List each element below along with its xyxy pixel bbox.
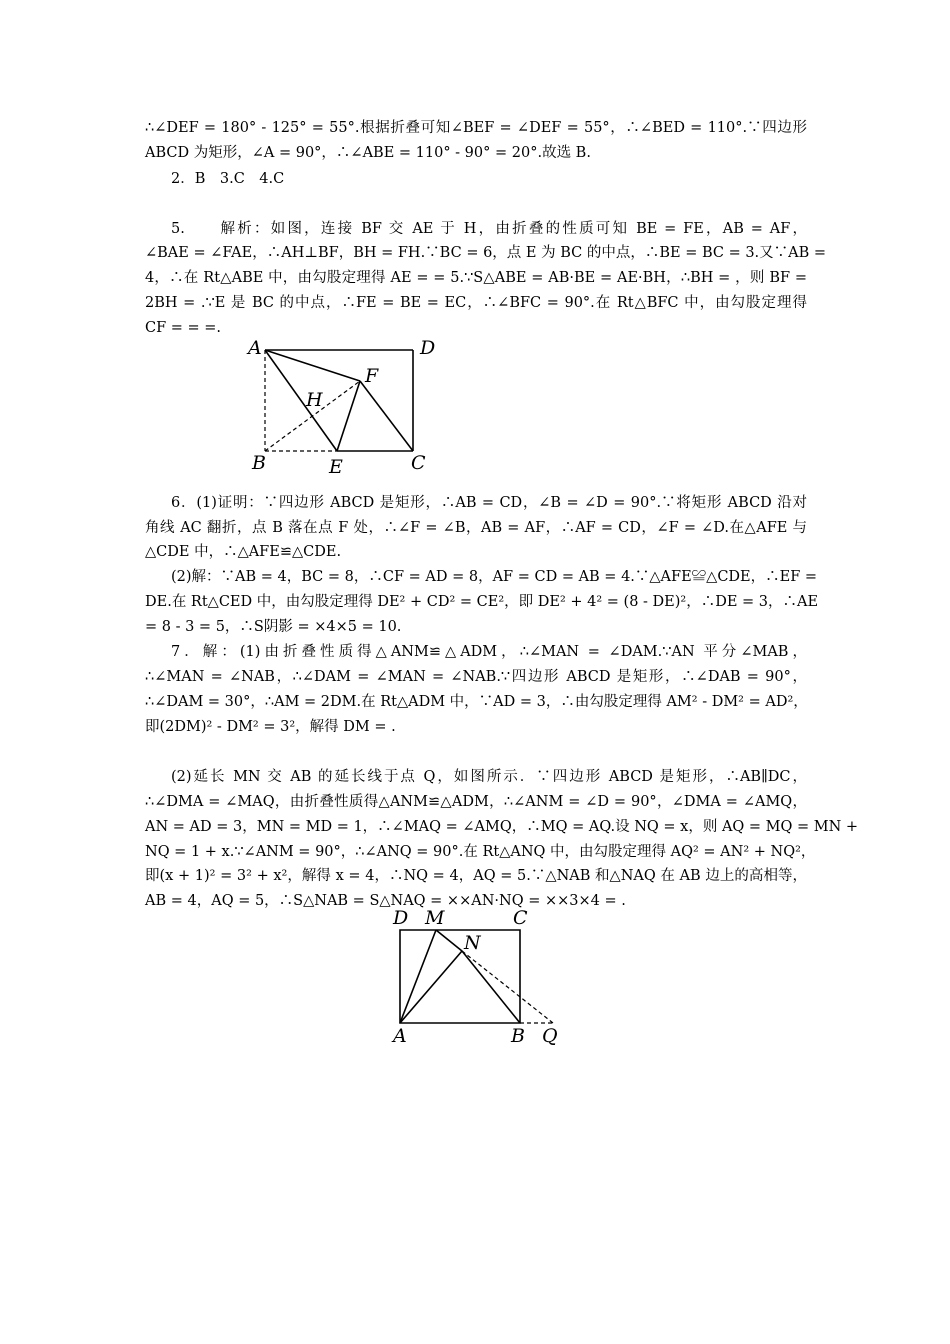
segment-nb — [462, 951, 520, 1023]
figure-rectangle-abcd-fold — [240, 335, 450, 480]
segment-am — [400, 930, 436, 1023]
label-q: Q — [542, 1025, 558, 1047]
q7-line-9: 即(x + 1)² = 3² + x²，解得 x = 4，∴NQ = 4，AQ = 5.∵△NAB 和△NAQ 在 AB 边上的高相等， — [145, 868, 807, 884]
q5-line-4: 2BH = .∵E 是 BC 的中点，∴FE = BE = EC，∴∠BFC = 90°.在 Rt△BFC 中，由勾股定理得 — [145, 295, 807, 311]
label-h: H — [306, 389, 323, 411]
label-b: B — [511, 1025, 525, 1047]
segment-an — [400, 951, 462, 1023]
label-c: C — [513, 907, 528, 929]
q6-line-6: = 8 - 3 = 5，∴S阴影 = ×4×5 = 10. — [145, 619, 402, 635]
label-f: F — [365, 365, 379, 387]
label-n: N — [464, 932, 481, 954]
segment-af — [265, 350, 360, 381]
segment-fe — [337, 381, 360, 451]
q6-line-4: (2)解：∵AB = 4，BC = 8，∴CF = AD = 8，AF = CD = AB = 4.∵△AFE≌△CDE，∴EF = — [171, 569, 818, 585]
label-d: D — [393, 907, 409, 929]
dashed-nq — [462, 951, 553, 1023]
q5-line-1: 5. 解析：如图，连接 BF 交 AE 于 H，由折叠的性质可知 BE = FE，AB = AF， — [171, 221, 807, 237]
label-c: C — [411, 452, 426, 474]
label-e: E — [329, 456, 343, 478]
q5-line-3: 4，∴在 Rt△ABE 中，由勾股定理得 AE = = 5.∵S△ABE = AB·BE = AE·BH，∴BH = ，则 BF = — [145, 270, 807, 286]
segment-fc — [360, 381, 413, 451]
answers-line: 2．B 3.C 4.C — [171, 171, 285, 187]
q7-line-5: (2)延长 MN 交 AB 的延长线于点 Q，如图所示．∵四边形 ABCD 是矩形，∴AB∥DC， — [171, 769, 807, 785]
q6-line-3: △CDE 中，∴△AFE≌△CDE. — [145, 544, 342, 560]
label-d: D — [420, 337, 436, 359]
q7-line-10: AB = 4，AQ = 5，∴S△NAB = S△NAQ = ××AN·NQ = ××3×4 = . — [145, 893, 626, 909]
figure-rectangle-abcd-extension — [385, 905, 575, 1050]
q7-line-6: ∴∠DMA = ∠MAQ，由折叠性质得△ANM≌△ADM，∴∠ANM = ∠D = 90°，∠DMA = ∠AMQ， — [145, 794, 807, 810]
segment-mn — [436, 930, 462, 951]
q7-line-3: ∴∠DAM = 30°，∴AM = 2DM.在 Rt△ADM 中，∵AD = 3，∴由勾股定理得 AM² - DM² = AD²， — [145, 694, 808, 710]
label-a: A — [248, 337, 262, 359]
q6-line-1: 6．(1)证明：∵四边形 ABCD 是矩形，∴AB = CD，∠B = ∠D = 90°.∵将矩形 ABCD 沿对 — [171, 495, 807, 511]
text-line-1: ∴∠DEF = 180° - 125° = 55°.根据折叠可知∠BEF = ∠DEF = 55°，∴∠BED = 110°.∵四边形 — [145, 120, 807, 136]
q7-line-7: AN = AD = 3，MN = MD = 1，∴∠MAQ = ∠AMQ，∴MQ = AQ.设 NQ = x，则 AQ = MQ = MN + — [145, 819, 859, 835]
q5-line-5: CF = = =. — [145, 320, 222, 336]
q5-line-2: ∠BAE = ∠FAE，∴AH⊥BF，BH = FH.∵BC = 6，点 E 为 BC 的中点，∴BE = BC = 3.又∵AB = — [145, 245, 827, 261]
q7-line-1: 7．解：(1)由折叠性质得△ANM≌△ADM，∴∠MAN = ∠DAM.∵AN 平分∠MAB， — [171, 644, 807, 660]
label-m: M — [425, 907, 445, 929]
label-b: B — [252, 452, 266, 474]
text-line-2: ABCD 为矩形，∠A = 90°，∴∠ABE = 110° - 90° = 20°.故选 B. — [145, 145, 591, 161]
q6-line-2: 角线 AC 翻折，点 B 落在点 F 处，∴∠F = ∠B，AB = AF，∴AF = CD，∠F = ∠D.在△AFE 与 — [145, 520, 807, 536]
q7-line-8: NQ = 1 + x.∵∠ANM = 90°，∴∠ANQ = 90°.在 Rt△ANQ 中，由勾股定理得 AQ² = AN² + NQ²， — [145, 844, 816, 860]
q7-line-4: 即(2DM)² - DM² = 3²，解得 DM = . — [145, 719, 396, 735]
segment-ae — [265, 350, 337, 451]
label-a: A — [393, 1025, 407, 1047]
q6-line-5: DE.在 Rt△CED 中，由勾股定理得 DE² + CD² = CE²，即 DE² + 4² = (8 - DE)²，∴DE = 3，∴AE — [145, 594, 819, 610]
q7-line-2: ∴∠MAN = ∠NAB，∴∠DAM = ∠MAN = ∠NAB.∵四边形 ABCD 是矩形，∴∠DAB = 90°， — [145, 669, 807, 685]
